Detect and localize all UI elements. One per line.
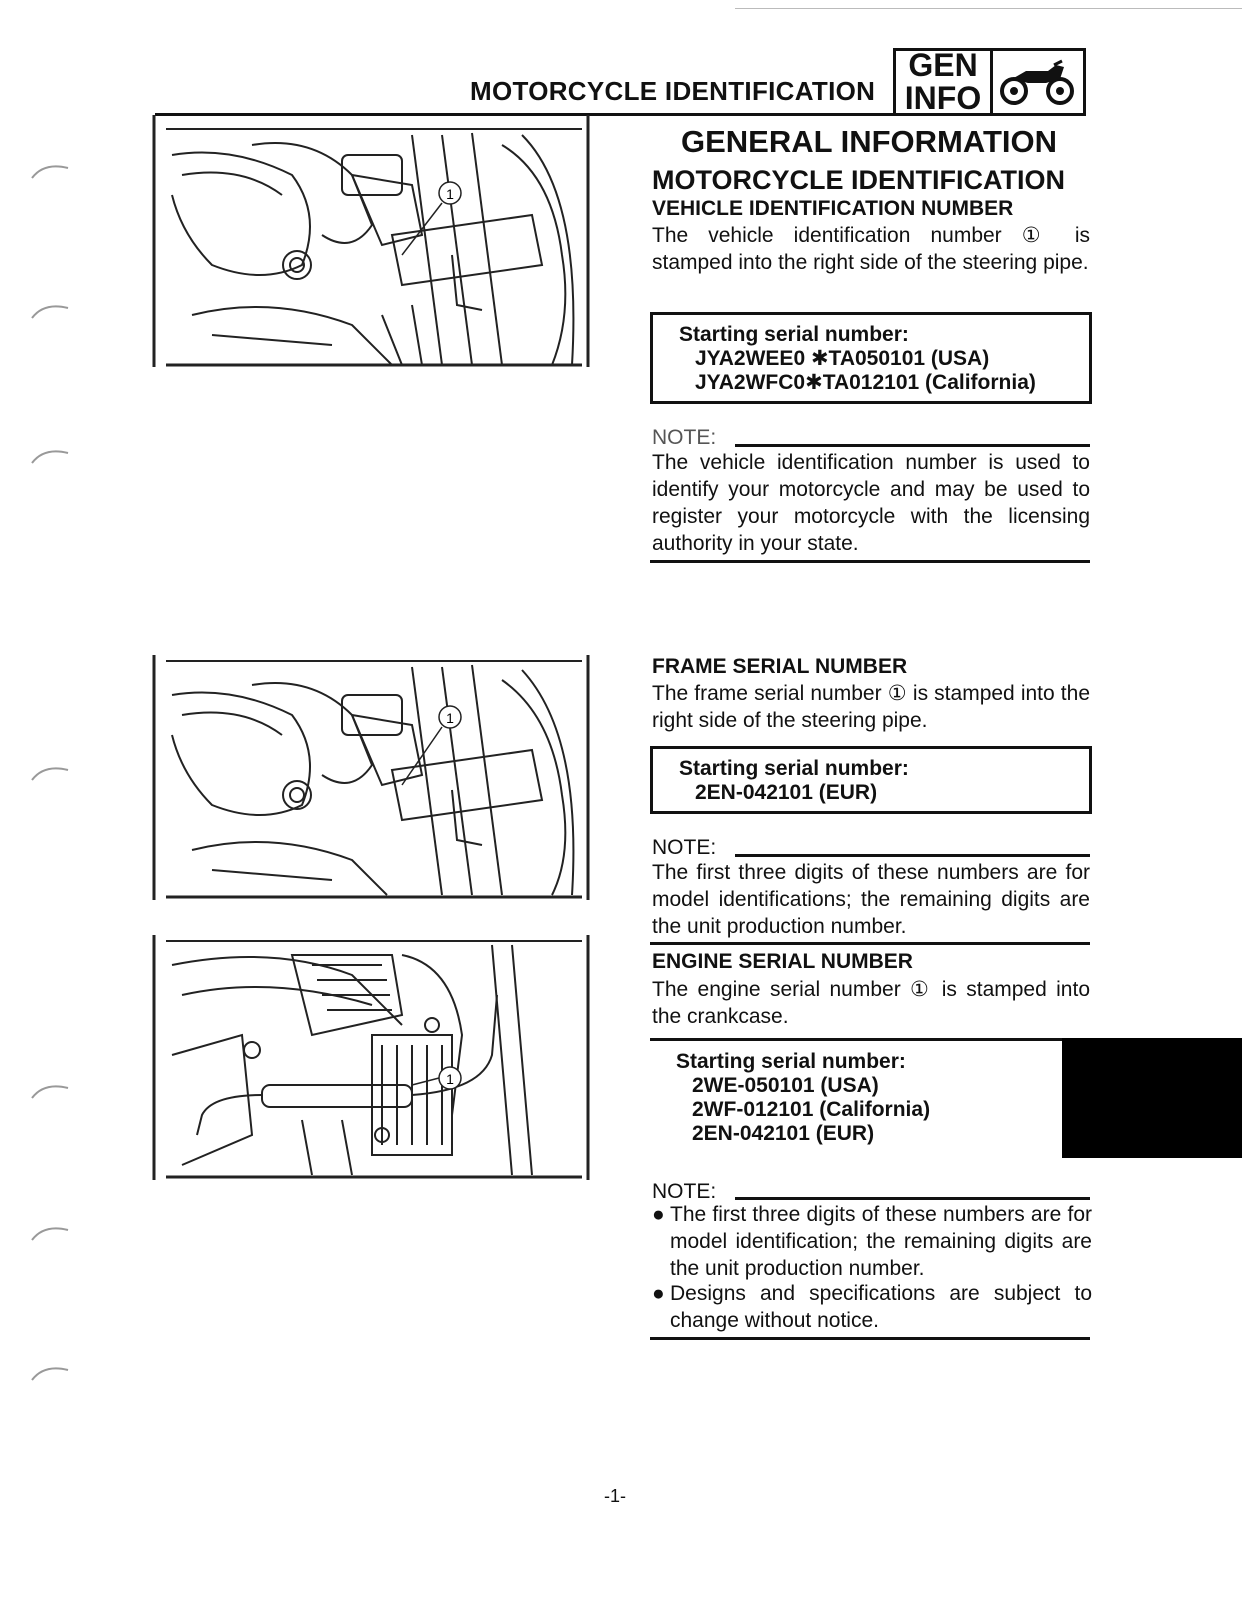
engine-serial-illustration — [152, 935, 592, 1185]
note-rule — [735, 444, 1090, 447]
chapter-index-tab — [1062, 1038, 1242, 1158]
callout-number: 1 — [446, 186, 454, 202]
binder-hole-mark — [30, 1080, 70, 1100]
note-rule — [735, 1197, 1090, 1200]
binder-hole-mark — [30, 300, 70, 320]
note-bullet — [652, 1201, 1092, 1282]
frame-serial-box — [650, 746, 1092, 814]
binder-hole-mark — [30, 762, 70, 782]
note-label: NOTE: — [652, 836, 717, 859]
serial-value: 2WE-050101 (USA) — [692, 1074, 879, 1097]
serial-value: JYA2WEE0 ✱TA050101 (USA) — [695, 347, 990, 370]
note-label: NOTE: — [652, 1180, 717, 1203]
section-header-title: MOTORCYCLE IDENTIFICATION — [470, 76, 876, 106]
callout-number: 1 — [446, 1071, 454, 1087]
vin-serial-box — [650, 312, 1092, 404]
frame-serial-illustration — [152, 655, 592, 905]
page-number: -1- — [604, 1486, 626, 1506]
tab-label-line1: GEN — [908, 47, 978, 83]
serial-value: 2EN-042101 (EUR) — [695, 781, 878, 804]
serial-label: Starting serial number: — [679, 757, 909, 780]
frame-note: The first three digits of these numbers are for model identifications; the remaining digits are the unit production number. — [652, 861, 1090, 938]
bullet-text: The first three digits of these numbers are for model identification; the remaining digits are the unit production number. — [670, 1203, 1092, 1280]
note-bullet — [652, 1280, 1092, 1334]
vin-description: The vehicle identification number ① is stamped into the right side of the steering pipe. — [652, 224, 1090, 274]
top-edge-rule — [735, 8, 1242, 9]
serial-label: Starting serial number: — [679, 323, 909, 346]
serial-value: JYA2WFC0✱TA012101 (California) — [695, 371, 1036, 394]
serial-label: Starting serial number: — [676, 1050, 906, 1073]
bullet-dot-icon: ● — [652, 1282, 665, 1305]
motorcycle-icon — [993, 51, 1083, 113]
chapter-subtitle: MOTORCYCLE IDENTIFICATION — [652, 165, 1065, 195]
binder-hole-mark — [30, 1362, 70, 1382]
binder-hole-mark — [30, 160, 70, 180]
note-label: NOTE: — [652, 426, 717, 449]
engine-serial-box — [650, 1038, 1092, 1158]
vin-heading: VEHICLE IDENTIFICATION NUMBER — [652, 197, 1014, 220]
callout-number: 1 — [446, 710, 454, 726]
note-rule — [735, 854, 1090, 857]
note-end-rule — [650, 942, 1090, 945]
bullet-dot-icon: ● — [652, 1203, 665, 1226]
frame-heading: FRAME SERIAL NUMBER — [652, 655, 908, 678]
vin-location-illustration — [152, 115, 592, 375]
bullet-text: Designs and specifications are subject to change without notice. — [670, 1282, 1092, 1332]
vin-note: The vehicle identification number is used to identify your motorcycle and may be used to register your motorcycle with the licensing authority in your state. — [652, 451, 1090, 555]
serial-value: 2WF-012101 (California) — [692, 1098, 931, 1121]
tab-label-line2: INFO — [904, 80, 982, 116]
engine-description: The engine serial number ① is stamped into the crankcase. — [652, 978, 1090, 1028]
frame-description: The frame serial number ① is stamped into the right side of the steering pipe. — [652, 682, 1090, 732]
engine-heading: ENGINE SERIAL NUMBER — [652, 950, 913, 973]
tab-label — [896, 47, 993, 116]
section-tab — [893, 48, 1086, 116]
note-end-rule — [650, 560, 1090, 563]
binder-hole-mark — [30, 445, 70, 465]
page-title: GENERAL INFORMATION — [681, 124, 1058, 159]
binder-hole-mark — [30, 1222, 70, 1242]
note-end-rule — [650, 1337, 1090, 1340]
serial-value: 2EN-042101 (EUR) — [692, 1122, 875, 1145]
